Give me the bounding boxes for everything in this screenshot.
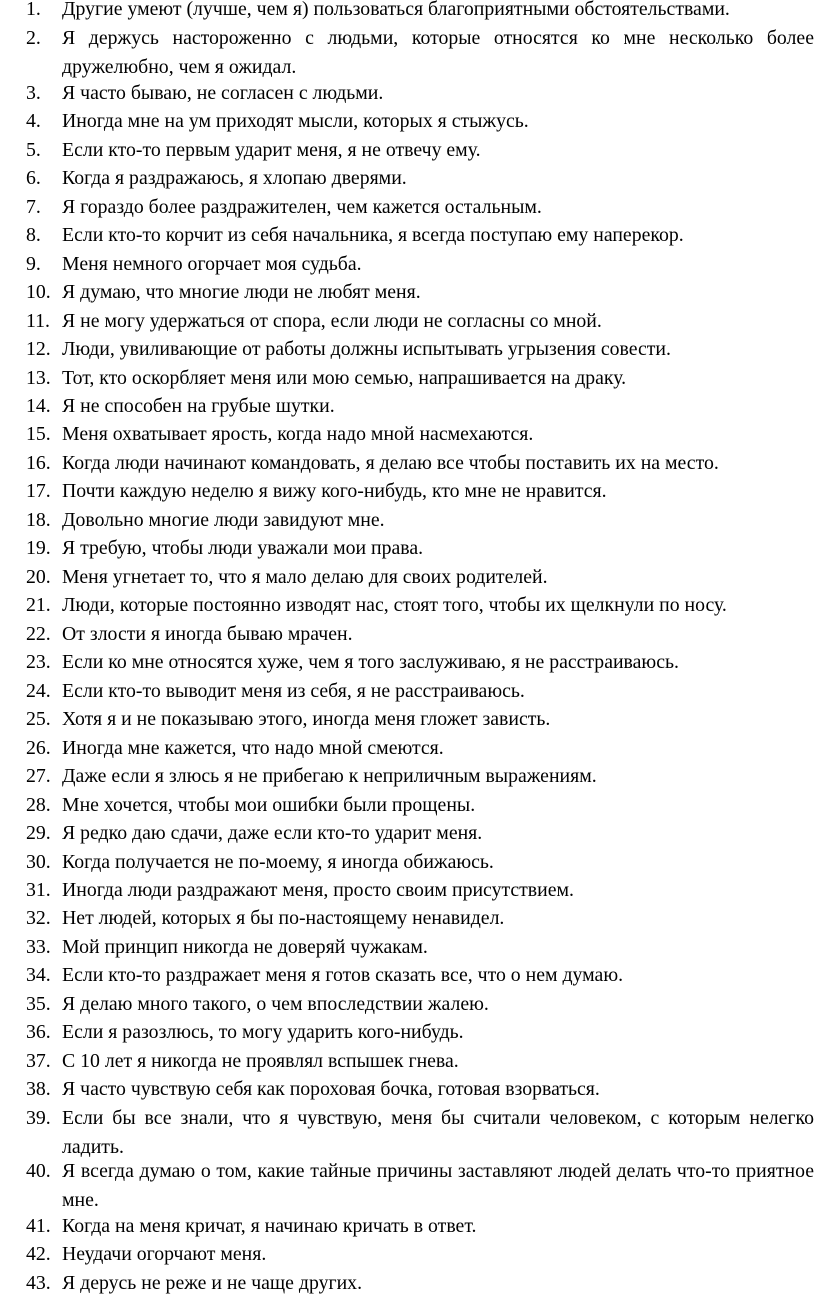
- question-item: [26, 990, 816, 1019]
- question-text: Когда на меня кричат, я начинаю кричать в ответ.: [62, 1215, 477, 1237]
- question-number: 16.: [26, 452, 51, 474]
- question-text: Когда я раздражаюсь, я хлопаю дверями.: [62, 167, 407, 189]
- question-text: Я не могу удержаться от спора, если люди не согласны со мной.: [62, 310, 602, 332]
- question-number: 22.: [26, 623, 51, 645]
- question-number: 19.: [26, 537, 51, 559]
- question-item: [26, 1075, 816, 1104]
- question-item: [26, 1157, 816, 1215]
- question-text: Меня угнетает то, что я мало делаю для своих родителей.: [62, 566, 548, 588]
- question-item: [26, 193, 816, 222]
- question-item: [26, 107, 816, 136]
- question-text: Я часто бываю, не согласен с людьми.: [62, 82, 384, 104]
- question-item: [26, 449, 816, 478]
- question-text: Иногда мне кажется, что надо мной смеются.: [62, 737, 444, 759]
- question-text: Меня охватывает ярость, когда надо мной насмехаются.: [62, 423, 534, 445]
- question-item: [26, 136, 816, 165]
- question-item: [26, 762, 816, 791]
- question-text: Я не способен на грубые шутки.: [62, 395, 335, 417]
- question-text: Другие умеют (лучше, чем я) пользоваться благоприятными обстоятельствами.: [62, 0, 730, 20]
- question-text: Я думаю, что многие люди не любят меня.: [62, 281, 421, 303]
- question-item: [26, 420, 816, 449]
- question-number: 35.: [26, 993, 51, 1015]
- question-number: 31.: [26, 879, 51, 901]
- question-number: 5.: [26, 139, 41, 161]
- question-number: 32.: [26, 907, 51, 929]
- question-text: Я редко даю сдачи, даже если кто-то ударит меня.: [62, 822, 483, 844]
- question-number: 8.: [26, 224, 41, 246]
- question-number: 43.: [26, 1272, 51, 1294]
- question-number: 7.: [26, 196, 41, 218]
- question-item: [26, 392, 816, 421]
- question-number: 29.: [26, 822, 51, 844]
- question-text: Мне хочется, чтобы мои ошибки были прощены.: [62, 794, 476, 816]
- question-number: 3.: [26, 82, 41, 104]
- question-item: [26, 335, 816, 364]
- question-item: [26, 1104, 816, 1162]
- question-number: 41.: [26, 1215, 51, 1237]
- question-item: [26, 1018, 816, 1047]
- question-text: Когда получается не по-моему, я иногда обижаюсь.: [62, 851, 494, 873]
- question-number: 9.: [26, 253, 41, 275]
- question-text: Хотя я и не показываю этого, иногда меня гложет зависть.: [62, 708, 551, 730]
- question-text: Люди, которые постоянно изводят нас, стоят того, чтобы их щелкнули по носу.: [62, 594, 727, 616]
- question-number: 2.: [26, 27, 41, 49]
- question-item: [26, 648, 816, 677]
- question-text: Я делаю много такого, о чем впоследствии жалею.: [62, 993, 489, 1015]
- question-text: Если я разозлюсь, то могу ударить кого-нибудь.: [62, 1021, 464, 1043]
- question-text: Если кто-то выводит меня из себя, я не расстраиваюсь.: [62, 680, 525, 702]
- question-item: [26, 477, 816, 506]
- question-item: [26, 677, 816, 706]
- question-item: [26, 1212, 816, 1241]
- question-item: [26, 591, 816, 620]
- question-number: 11.: [26, 310, 50, 332]
- question-item: [26, 506, 816, 535]
- question-text: Если бы все знали, что я чувствую, меня бы считали человеком, с которым нелегко ладить.: [62, 1107, 814, 1158]
- question-item: [26, 904, 816, 933]
- question-item: [26, 278, 816, 307]
- question-item: [26, 221, 816, 250]
- question-text: Я дерусь не реже и не чаще других.: [62, 1272, 363, 1294]
- question-text: Неудачи огорчают меня.: [62, 1243, 267, 1265]
- question-number: 12.: [26, 338, 51, 360]
- question-number: 39.: [26, 1107, 51, 1129]
- question-number: 17.: [26, 480, 51, 502]
- question-number: 6.: [26, 167, 41, 189]
- question-text: От злости я иногда бываю мрачен.: [62, 623, 353, 645]
- question-text: Даже если я злюсь я не прибегаю к неприличным выражениям.: [62, 765, 597, 787]
- question-text: Довольно многие люди завидуют мне.: [62, 509, 385, 531]
- question-number: 34.: [26, 964, 51, 986]
- question-item: [26, 0, 816, 24]
- question-item: [26, 819, 816, 848]
- question-number: 18.: [26, 509, 51, 531]
- question-number: 24.: [26, 680, 51, 702]
- question-text: Иногда мне на ум приходят мысли, которых я стыжусь.: [62, 110, 529, 132]
- question-text: Если кто-то корчит из себя начальника, я всегда поступаю ему наперекор.: [62, 224, 684, 246]
- question-number: 13.: [26, 367, 51, 389]
- question-number: 10.: [26, 281, 51, 303]
- question-number: 38.: [26, 1078, 51, 1100]
- question-text: Если ко мне относятся хуже, чем я того заслуживаю, я не расстраиваюсь.: [62, 651, 679, 673]
- question-text: Я всегда думаю о том, какие тайные причины заставляют людей делать что-то приятное мне.: [62, 1160, 814, 1211]
- question-number: 28.: [26, 794, 51, 816]
- question-item: [26, 250, 816, 279]
- question-text: Я требую, чтобы люди уважали мои права.: [62, 537, 424, 559]
- question-text: Когда люди начинают командовать, я делаю все чтобы поставить их на место.: [62, 452, 719, 474]
- question-item: [26, 534, 816, 563]
- question-text: Я держусь настороженно с людьми, которые относятся ко мне несколько более дружелюбно, чем я ожидал.: [62, 27, 814, 78]
- question-text: Люди, увиливающие от работы должны испытывать угрызения совести.: [62, 338, 671, 360]
- question-text: Если кто-то первым ударит меня, я не отвечу ему.: [62, 139, 481, 161]
- question-number: 27.: [26, 765, 51, 787]
- question-text: Нет людей, которых я бы по-настоящему ненавидел.: [62, 907, 505, 929]
- question-text: Меня немного огорчает моя судьба.: [62, 253, 362, 275]
- question-text: С 10 лет я никогда не проявлял вспышек гнева.: [62, 1050, 459, 1072]
- question-item: [26, 307, 816, 336]
- question-item: [26, 933, 816, 962]
- question-item: [26, 848, 816, 877]
- question-number: 30.: [26, 851, 51, 873]
- question-text: Почти каждую неделю я вижу кого-нибудь, кто мне не нравится.: [62, 480, 607, 502]
- question-number: 21.: [26, 594, 51, 616]
- question-text: Тот, кто оскорбляет меня или мою семью, напрашивается на драку.: [62, 367, 627, 389]
- question-number: 14.: [26, 395, 51, 417]
- question-item: [26, 1240, 816, 1269]
- question-item: [26, 164, 816, 193]
- question-number: 15.: [26, 423, 51, 445]
- question-number: 4.: [26, 110, 41, 132]
- question-item: [26, 961, 816, 990]
- question-number: 1.: [26, 0, 41, 20]
- question-text: Мой принцип никогда не доверяй чужакам.: [62, 936, 428, 958]
- question-number: 36.: [26, 1021, 51, 1043]
- question-number: 25.: [26, 708, 51, 730]
- question-number: 40.: [26, 1160, 51, 1182]
- question-text: Я часто чувствую себя как пороховая бочка, готовая взорваться.: [62, 1078, 600, 1100]
- question-number: 42.: [26, 1243, 51, 1265]
- question-item: [26, 791, 816, 820]
- question-text: Иногда люди раздражают меня, просто своим присутствием.: [62, 879, 574, 901]
- question-item: [26, 1269, 816, 1298]
- question-item: [26, 364, 816, 393]
- question-text: Я гораздо более раздражителен, чем кажется остальным.: [62, 196, 542, 218]
- question-item: [26, 705, 816, 734]
- question-item: [26, 79, 816, 108]
- question-number: 23.: [26, 651, 51, 673]
- question-item: [26, 24, 816, 82]
- question-item: [26, 1047, 816, 1076]
- question-item: [26, 563, 816, 592]
- question-text: Если кто-то раздражает меня я готов сказать все, что о нем думаю.: [62, 964, 624, 986]
- question-item: [26, 734, 816, 763]
- question-item: [26, 620, 816, 649]
- question-number: 33.: [26, 936, 51, 958]
- question-number: 20.: [26, 566, 51, 588]
- question-number: 37.: [26, 1050, 51, 1072]
- question-item: [26, 876, 816, 905]
- question-number: 26.: [26, 737, 51, 759]
